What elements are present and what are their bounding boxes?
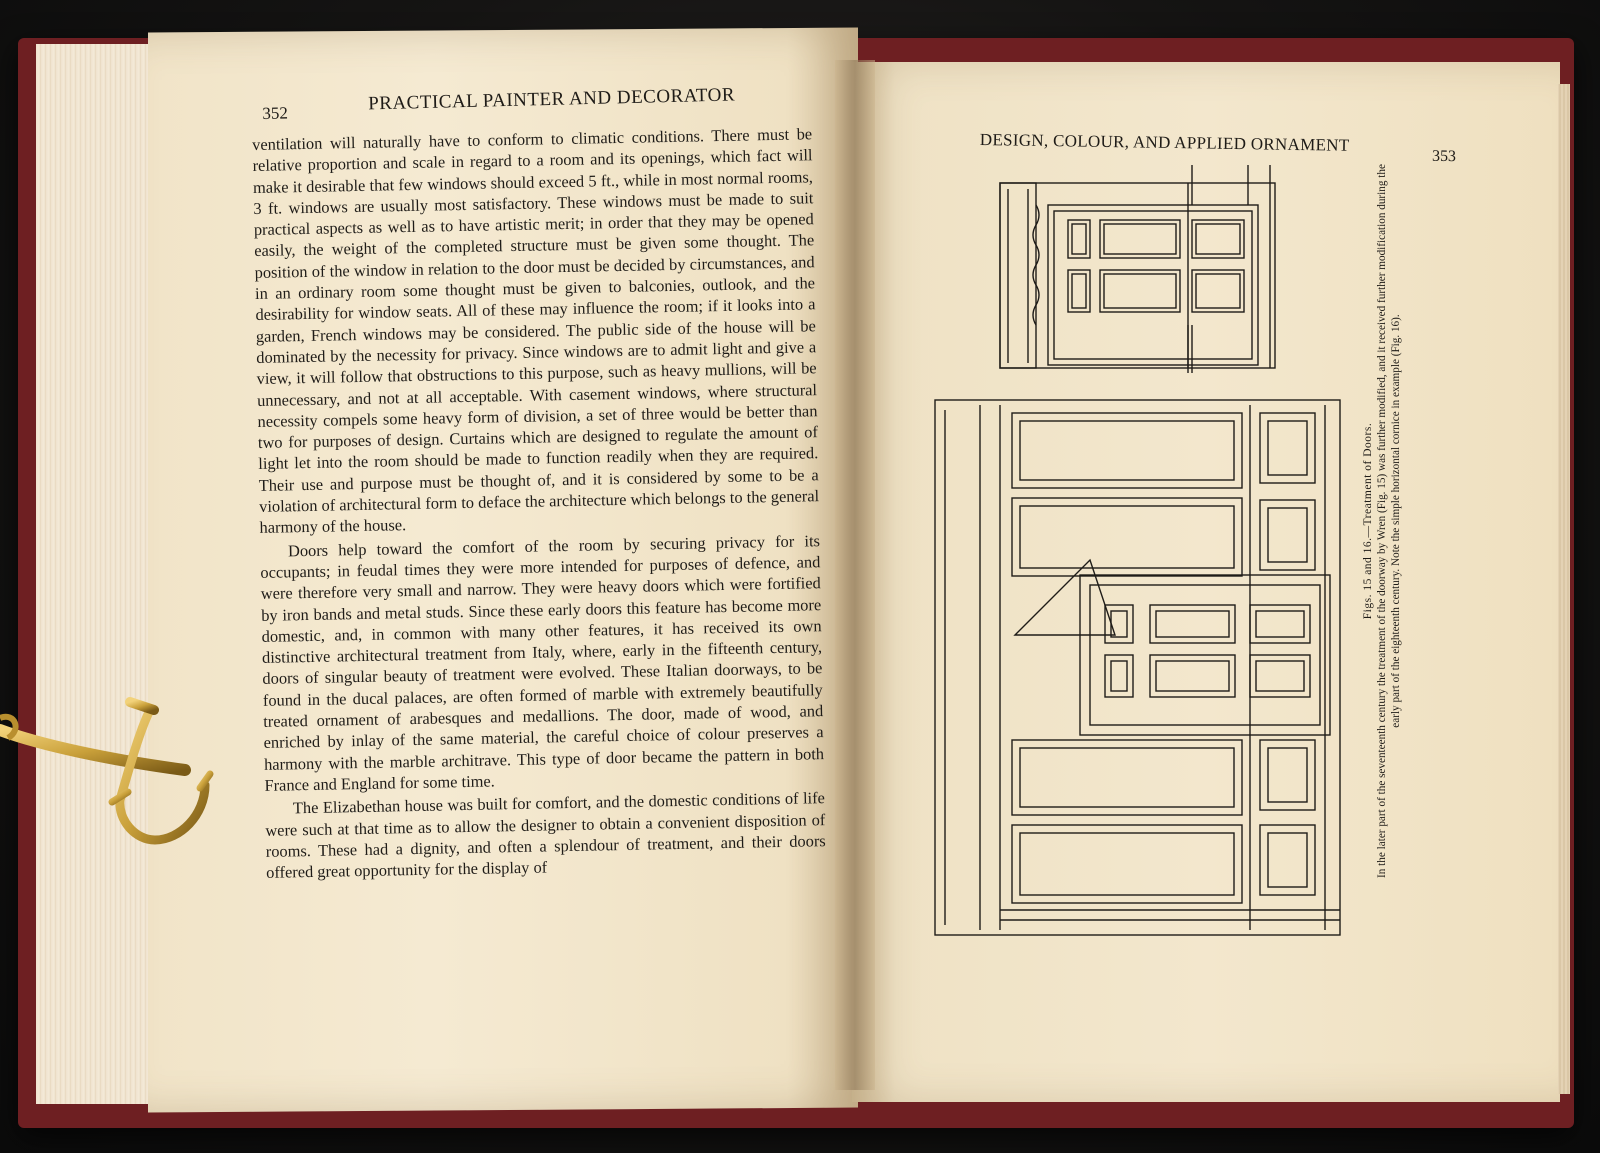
anchor-bookmark-icon	[0, 690, 230, 860]
paragraph: Doors help toward the comfort of the room by securing privacy for its occupants; in feudal times they were more intended for purposes of defence, and were therefore very small and narrow. They were heavy doors which were fortified by iron bands and metal studs. Since these early doors this feature has become more domestic, and, in common with many other features, it has received its own distinctive architectural treatment from Italy, where, early in the fifteenth century, doors of singular beauty of treatment were evolved. These Italian doorways, to be found in the ducal palaces, are often formed of marble with extremely beautifully treated ornament of arabesques and medallions. The door, made of wood, and enriched by inlay of the same material, the careful choice of colour preserves a harmony with the marble architrave. This type of door became the pattern in both France and England for some time.	[260, 530, 825, 795]
caption-body: In the later part of the seventeenth century the treatment of the doorway by Wren (Fig. 15) was further modified, and it received further modification during the early part of the eighteenth century. Note the simple horizontal cornice in example (Fig. 16).	[1376, 164, 1402, 878]
paragraph: The Elizabethan house was built for comfort, and the domestic conditions of life were such at that time as to allow the designer to obtain a convenient disposition of rooms. These had a dignity, and often a splendour of treatment, and their doors offered great opportunity for the display of	[265, 788, 826, 882]
door-drawing-fig-16	[935, 400, 1340, 935]
door-drawing-fig-15	[1000, 165, 1275, 373]
left-page-number: 352	[262, 103, 289, 123]
paragraph: ventilation will naturally have to conform to climatic conditions. There must be relative proportion and scale in regard to a room and its openings, which fact will make it desirable that few windows should exceed 5 ft., while in most normal rooms, 3 ft. windows are usually most satisfactory. These windows must be made to suit practical aspects as well as to have artistic merit; in order that they may be opened easily, the weight of the completed structure must be given some thought. The position of the window in relation to the door must be decided by circumstances, and in an ordinary room some thought must be given to balconies, outlook, and the desirability for window seats. All of these may influence the room; if it looks into a garden, French windows may be considered. The public side of the house will be dominated by the necessity for privacy. Since windows are to admit light and give a view, it will follow that obstructions to this purpose, such as heavy mullions, will be unnecessary, and not at all acceptable. With casement windows, where structural necessity compels some heavy form of division, a set of three would be better than two for purposes of design. Curtains which are designed to regulate the amount of light let into the room should be made to function readily when they are required. Their use and purpose must be thought of, and it is considered by some to be a violation of architectural form to deface the architecture which belongs to the general harmony of the house.	[252, 124, 820, 538]
right-page-title: DESIGN, COLOUR, AND APPLIED ORNAMENT	[979, 130, 1350, 155]
left-page-title: PRACTICAL PAINTER AND DECORATOR	[367, 84, 736, 115]
left-page-body	[252, 123, 826, 883]
page-edges-right	[1558, 84, 1570, 1094]
figure-caption	[1342, 164, 1417, 910]
right-page-number: 353	[1431, 147, 1457, 166]
book-gutter	[835, 60, 875, 1090]
door-illustrations	[930, 165, 1350, 945]
caption-title: Figs. 15 and 16.—Treatment of Doors.	[1362, 422, 1374, 620]
page-edges-left	[36, 44, 157, 1104]
